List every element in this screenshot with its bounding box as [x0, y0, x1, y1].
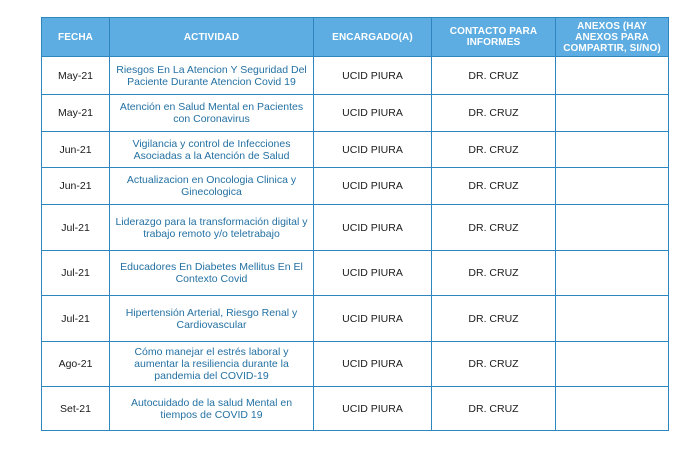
header-encargado: ENCARGADO(A) — [314, 18, 432, 57]
cell-contacto: DR. CRUZ — [432, 132, 556, 168]
table-row — [42, 387, 669, 431]
cell-fecha: May-21 — [42, 57, 110, 95]
cell-actividad: Riesgos En La Atencion Y Seguridad Del Paciente Durante Atencion Covid 19 — [110, 57, 314, 95]
cell-contacto: DR. CRUZ — [432, 251, 556, 296]
cell-encargado: UCID PIURA — [314, 95, 432, 132]
cell-anexos — [556, 296, 669, 342]
cell-fecha: May-21 — [42, 95, 110, 132]
cell-contacto: DR. CRUZ — [432, 387, 556, 431]
cell-actividad: Hipertensión Arterial, Riesgo Renal y Cardiovascular — [110, 296, 314, 342]
cell-encargado: UCID PIURA — [314, 168, 432, 205]
table-body — [42, 57, 669, 431]
cell-anexos — [556, 205, 669, 251]
cell-actividad: Actualizacion en Oncologia Clinica y Ginecologica — [110, 168, 314, 205]
cell-anexos — [556, 95, 669, 132]
header-actividad: ACTIVIDAD — [110, 18, 314, 57]
table-header — [42, 18, 669, 57]
table-row — [42, 251, 669, 296]
cell-fecha: Jul-21 — [42, 251, 110, 296]
cell-anexos — [556, 132, 669, 168]
cell-contacto: DR. CRUZ — [432, 57, 556, 95]
cell-encargado: UCID PIURA — [314, 296, 432, 342]
cell-encargado: UCID PIURA — [314, 205, 432, 251]
cell-fecha: Jul-21 — [42, 296, 110, 342]
cell-encargado: UCID PIURA — [314, 251, 432, 296]
table-row — [42, 132, 669, 168]
header-fecha: FECHA — [42, 18, 110, 57]
cell-encargado: UCID PIURA — [314, 342, 432, 387]
table-row — [42, 168, 669, 205]
cell-anexos — [556, 168, 669, 205]
cell-contacto: DR. CRUZ — [432, 168, 556, 205]
cell-fecha: Jun-21 — [42, 132, 110, 168]
cell-actividad: Vigilancia y control de Infecciones Asociadas a la Atención de Salud — [110, 132, 314, 168]
activities-table — [41, 17, 669, 431]
table-row — [42, 296, 669, 342]
cell-actividad: Atención en Salud Mental en Pacientes con Coronavirus — [110, 95, 314, 132]
cell-encargado: UCID PIURA — [314, 57, 432, 95]
table-row — [42, 95, 669, 132]
cell-anexos — [556, 57, 669, 95]
cell-contacto: DR. CRUZ — [432, 296, 556, 342]
cell-anexos — [556, 342, 669, 387]
table-row — [42, 57, 669, 95]
cell-actividad: Educadores En Diabetes Mellitus En El Contexto Covid — [110, 251, 314, 296]
header-anexos: ANEXOS (HAY ANEXOS PARA COMPARTIR, SI/NO) — [556, 18, 669, 57]
table-row — [42, 205, 669, 251]
cell-actividad: Cómo manejar el estrés laboral y aumentar la resiliencia durante la pandemia del COVID-19 — [110, 342, 314, 387]
cell-fecha: Jul-21 — [42, 205, 110, 251]
table-row — [42, 342, 669, 387]
cell-encargado: UCID PIURA — [314, 387, 432, 431]
cell-anexos — [556, 387, 669, 431]
cell-anexos — [556, 251, 669, 296]
header-contacto: CONTACTO PARA INFORMES — [432, 18, 556, 57]
cell-contacto: DR. CRUZ — [432, 205, 556, 251]
cell-contacto: DR. CRUZ — [432, 342, 556, 387]
cell-actividad: Liderazgo para la transformación digital y trabajo remoto y/o teletrabajo — [110, 205, 314, 251]
cell-fecha: Set-21 — [42, 387, 110, 431]
header-row — [42, 18, 669, 57]
cell-encargado: UCID PIURA — [314, 132, 432, 168]
cell-actividad: Autocuidado de la salud Mental en tiempos de COVID 19 — [110, 387, 314, 431]
cell-contacto: DR. CRUZ — [432, 95, 556, 132]
cell-fecha: Jun-21 — [42, 168, 110, 205]
cell-fecha: Ago-21 — [42, 342, 110, 387]
